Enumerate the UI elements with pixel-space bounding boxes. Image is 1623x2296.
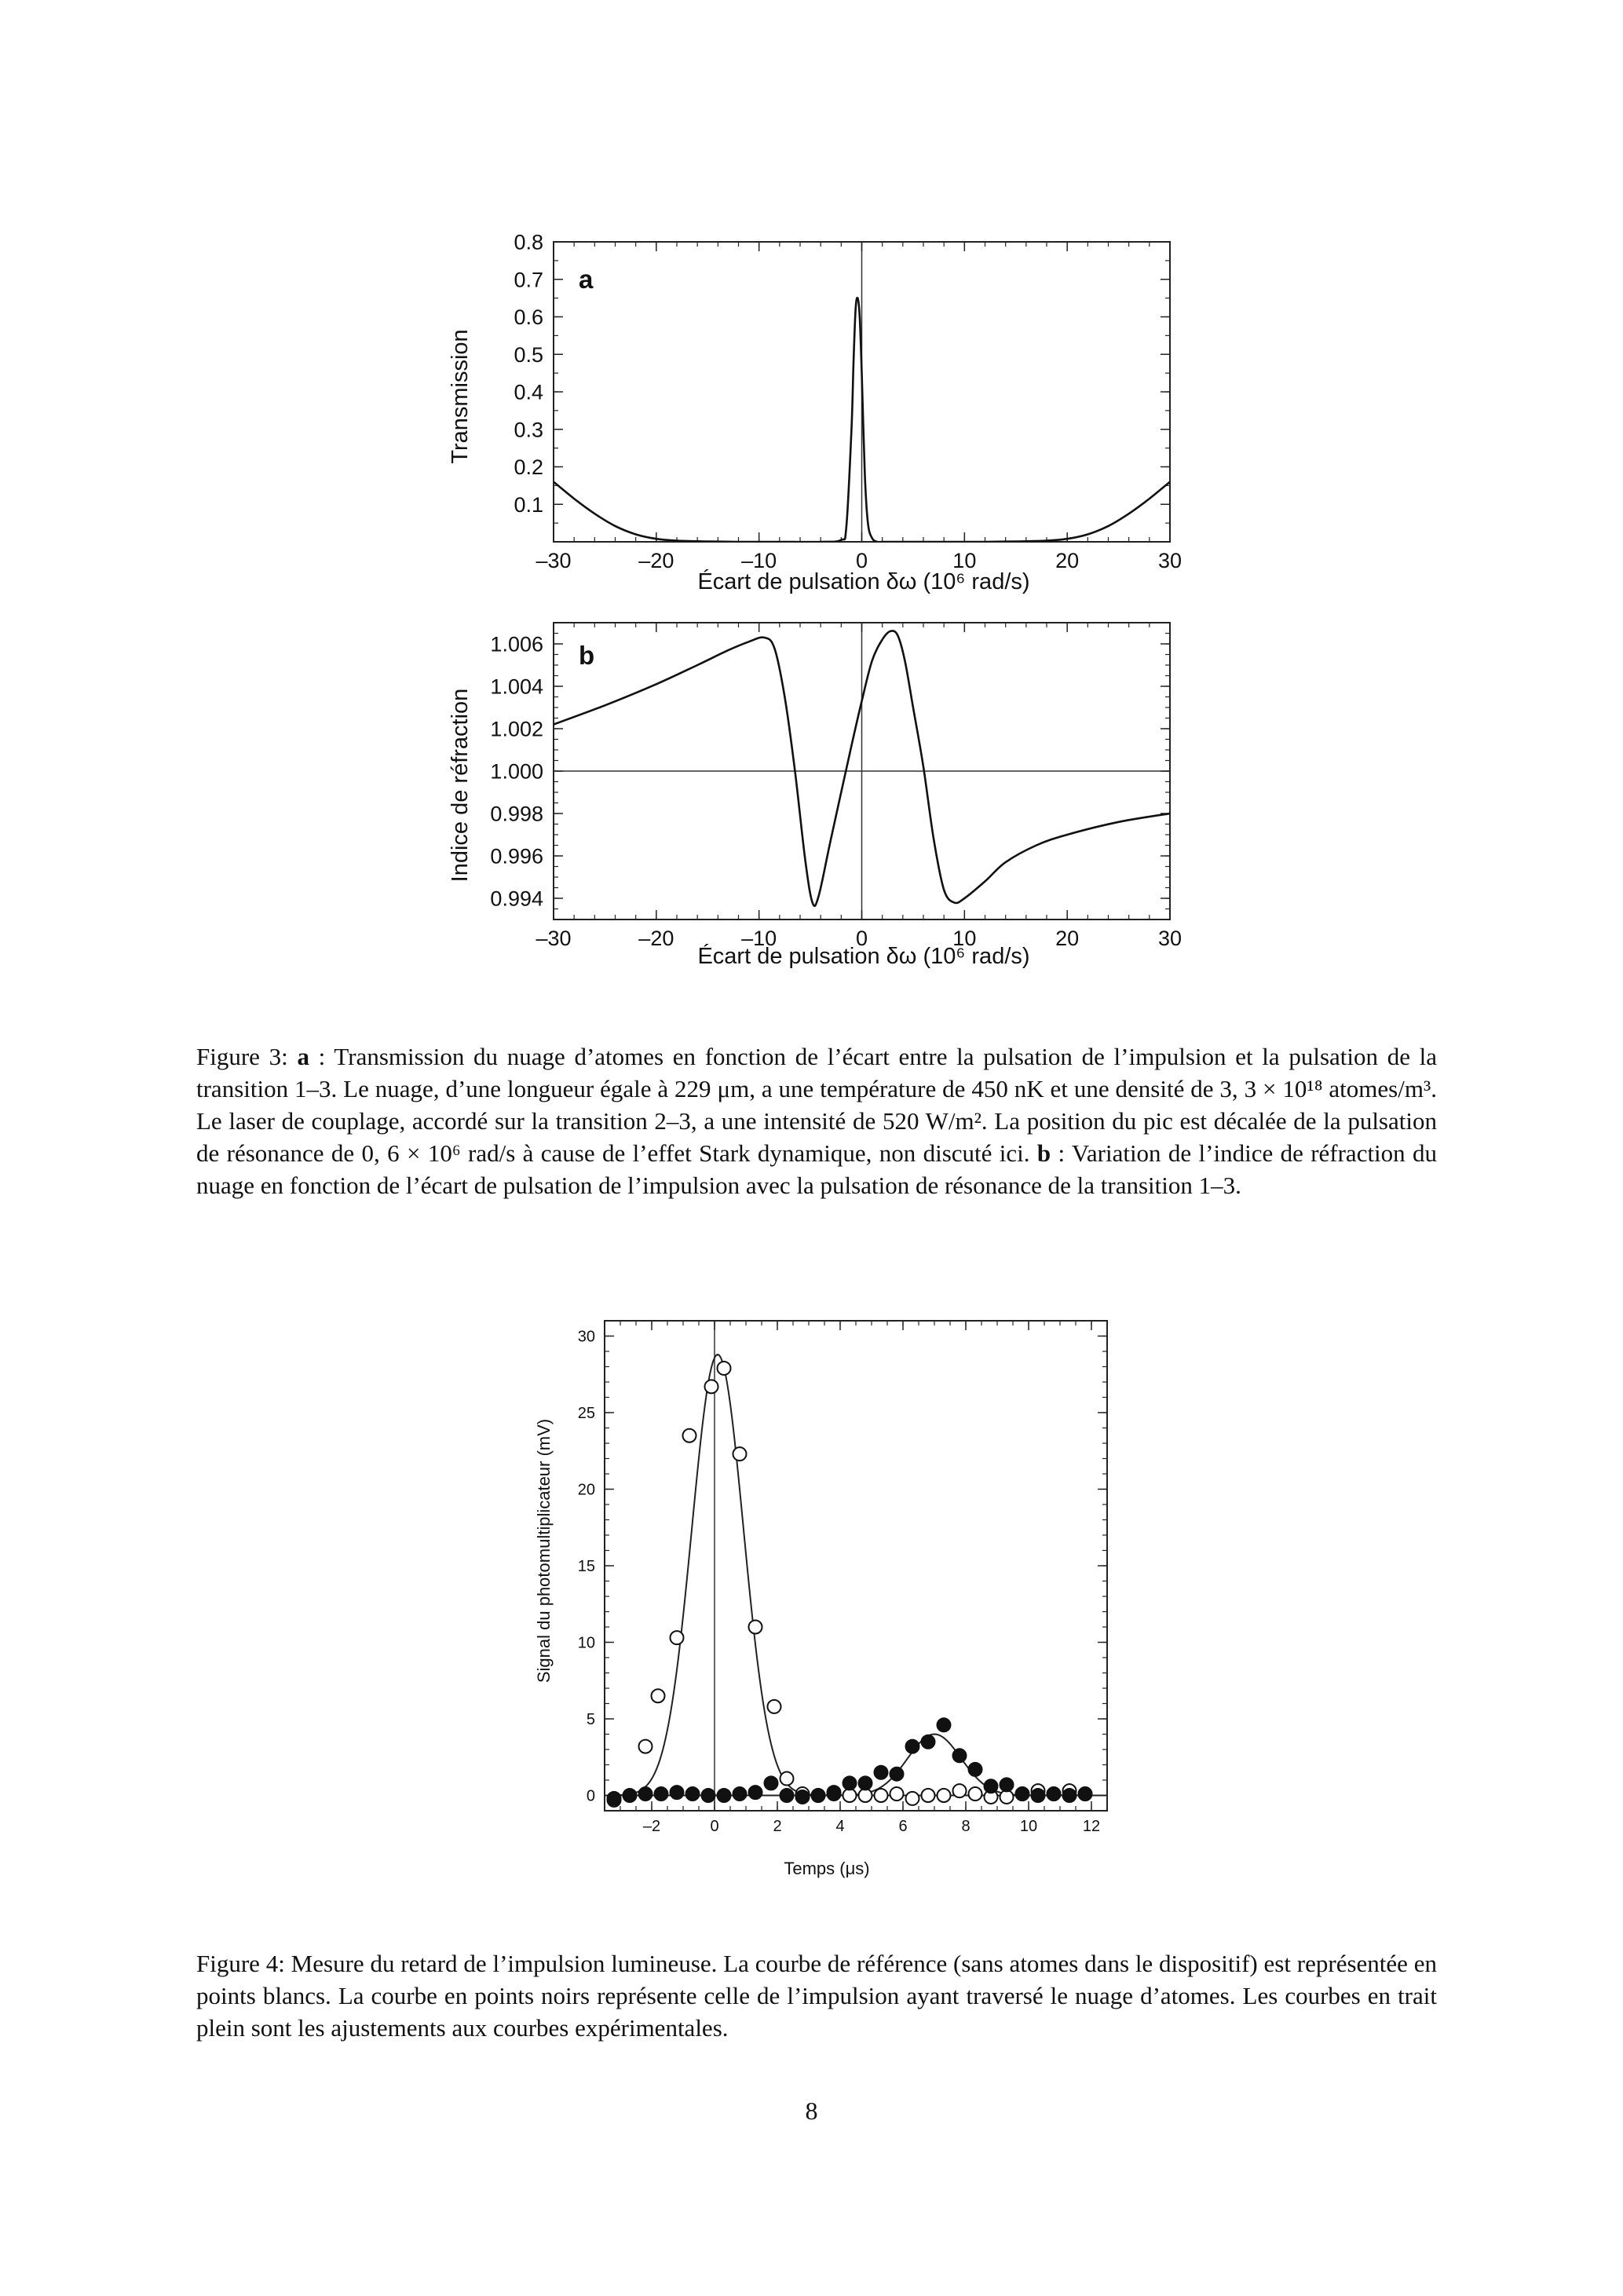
fig4-point-open [733,1447,747,1461]
figure3-caption-label: Figure 3: [196,1043,288,1070]
fig4-point-filled [765,1776,778,1790]
fig4-point-filled [1016,1787,1029,1801]
fig4-xtick-label: 0 [710,1818,719,1835]
fig3a-ytick-label: 0.8 [514,230,543,254]
fig4-point-filled [702,1789,715,1802]
fig4-ytick-label: 5 [586,1711,595,1729]
fig4-point-open [768,1700,781,1713]
fig3a-xtick-label: 10 [952,549,977,572]
fig4-point-open [652,1689,665,1702]
fig4-point-filled [655,1787,668,1801]
fig4-point-filled [639,1787,652,1801]
figure3b-chart [440,609,1209,985]
fig4-point-filled [623,1789,637,1802]
fig3b-ytick-label: 0.998 [490,802,543,826]
fig4-point-open [718,1362,731,1375]
fig3b-panel-label: b [579,641,595,670]
fig4-point-open [938,1789,951,1802]
fig3a-xtick-label: 20 [1055,549,1080,572]
fig4-ytick-label: 10 [577,1634,595,1652]
fig3b-xtick-label: 0 [855,927,868,950]
fig3a-ytick-label: 0.2 [514,455,543,480]
fig3a-ytick-label: 0.7 [514,268,543,292]
fig4-xtick-label: 10 [1019,1818,1038,1835]
fig4-point-filled [686,1787,700,1801]
fig3a-xtick-label: 30 [1157,549,1183,572]
fig4-point-open [749,1621,762,1634]
fig3b-xtick-label: –20 [638,927,674,950]
fig3b-ytick-label: 1.004 [490,675,543,699]
figure3-caption-a-bold: a [297,1043,309,1070]
fig4-point-open [859,1789,872,1802]
fig3a-ytick-label: 0.3 [514,418,543,442]
fig4-point-filled [1047,1787,1061,1801]
fig4-point-open [843,1789,857,1802]
fig4-point-open [1000,1790,1014,1804]
fig3a-xlabel: Écart de pulsation δω (10⁶ rad/s) [697,569,1030,594]
fig4-point-filled [828,1786,841,1799]
figure4-caption: Figure 4: Mesure du retard de l’impulsion lumineuse. La courbe de référence (sans atomes dans le dispositif) est représentée en points blancs. La courbe en points noirs représente celle de l’impulsion ayant traversé le nuage d’atomes. Les courbes en trait plein sont les ajustements aux courbes expérimentales. [196,1950,1437,2042]
fig4-point-open [922,1789,935,1802]
fig4-ytick-label: 30 [577,1328,595,1346]
fig4-point-open [705,1380,718,1393]
fig3a-xtick-label: –10 [741,549,777,572]
fig3a-ytick-label: 0.5 [514,342,543,367]
fig4-point-filled [843,1776,857,1790]
fig4-point-filled [1063,1789,1077,1802]
fig4-point-filled [1000,1778,1014,1791]
figure3a-chart [440,228,1209,605]
fig3a-xtick-label: 0 [855,549,868,572]
fig3b-xlabel: Écart de pulsation δω (10⁶ rad/s) [697,944,1030,969]
fig3b-ylabel: Indice de réfraction [448,688,473,883]
fig3b-plot-area [490,623,1182,950]
fig4-xtick-label: 6 [898,1818,908,1835]
fig4-point-filled [890,1768,904,1781]
fig4-xtick-label: –2 [642,1818,661,1835]
fig4-ytick-label: 0 [586,1787,595,1805]
fig3a-ytick-label: 0.1 [514,492,543,517]
figure3-caption-b-text: : Variation de l’indice de réfraction du nuage en fonction de l’écart de pulsation de l’impulsion avec la pulsation de résonance de la transition 1–3. [196,1139,1438,1199]
fig4-point-filled [608,1792,621,1805]
fig4-point-filled [906,1740,919,1753]
fig4-point-filled [985,1779,998,1793]
fig4-xtick-label: 4 [835,1818,845,1835]
fig3b-xtick-label: 10 [952,927,977,950]
fig3a-ytick-label: 0.4 [514,380,543,404]
fig4-point-open [639,1740,652,1753]
figure3-caption [196,1040,1437,1201]
fig4-point-open [969,1787,982,1801]
fig4-point-filled [733,1787,747,1801]
fig4-point-open [671,1631,684,1644]
fig4-point-filled [749,1786,762,1799]
fig4-point-filled [953,1749,967,1762]
fig4-ytick-label: 25 [577,1405,595,1423]
fig4-point-filled [875,1766,888,1779]
fig3b-xtick-label: 20 [1055,927,1080,950]
fig3b-xtick-label: –10 [741,927,777,950]
fig4-point-filled [718,1789,731,1802]
fig3a-xtick-label: –20 [638,549,674,572]
fig4-frame [605,1321,1107,1811]
fig4-point-filled [938,1718,951,1731]
fig4-point-filled [812,1789,825,1802]
fig4-point-open [875,1789,888,1802]
fig3b-xtick-label: 30 [1157,927,1183,950]
fig4-point-open [683,1429,696,1442]
fig4-plot-area [578,1321,1107,1835]
fig4-point-open [906,1792,919,1805]
fig3b-ytick-label: 0.994 [490,887,543,911]
fig4-point-open [953,1784,967,1797]
fig3a-ytick-label: 0.6 [514,305,543,330]
fig3b-xtick-label: –30 [536,927,572,950]
fig4-xtick-label: 2 [773,1818,782,1835]
fig4-xlabel: Temps (μs) [784,1859,870,1878]
fig4-ytick-label: 20 [577,1481,595,1499]
fig4-fit-line-0 [605,1355,1107,1796]
fig3b-ytick-label: 1.006 [490,632,543,656]
fig4-xtick-label: 12 [1082,1818,1101,1835]
figure4-chart [518,1307,1131,1888]
fig3a-panel-label: a [579,265,594,294]
fig4-point-filled [1032,1789,1045,1802]
fig3a-xtick-label: –30 [536,549,572,572]
fig3a-plot-area [514,231,1182,572]
fig4-point-filled [796,1790,810,1804]
fig4-point-filled [780,1789,794,1802]
fig4-point-open [890,1787,904,1801]
fig4-xtick-label: 8 [961,1818,971,1835]
fig4-ylabel: Signal du photomultiplicateur (mV) [534,1418,554,1684]
fig4-ytick-label: 15 [577,1558,595,1576]
fig4-point-filled [671,1786,684,1799]
fig3b-ytick-label: 0.996 [490,844,543,868]
figure3-caption-b-bold: b [1036,1139,1051,1167]
fig3b-ytick-label: 1.002 [490,717,543,741]
fig4-point-filled [969,1763,982,1776]
fig4-point-filled [859,1776,872,1790]
fig4-point-open [780,1772,794,1786]
fig4-point-filled [1079,1787,1092,1801]
figure3-caption-a-text: : Transmission du nuage d’atomes en fonction de l’écart entre la pulsation de l’impulsion et la pulsation de la transition 1–3. Le nuage, d’une longueur égale à 229 μm, a une température de 450 nK et une densité de 3, 3 × 10¹⁸ atomes/m³. Le laser de couplage, accordé sur la transition 2–3, a une intensité de 520 W/m². La position du pic est décalée de la pulsation de résonance de 0, 6 × 10⁶ rad/s à cause de l’effet Stark dynamique, non discuté ici. [196,1043,1438,1167]
fig3b-ytick-label: 1.000 [490,759,543,784]
fig4-point-filled [922,1735,935,1749]
page-number: 8 [805,2097,818,2125]
fig3a-ylabel: Transmission [448,329,473,464]
